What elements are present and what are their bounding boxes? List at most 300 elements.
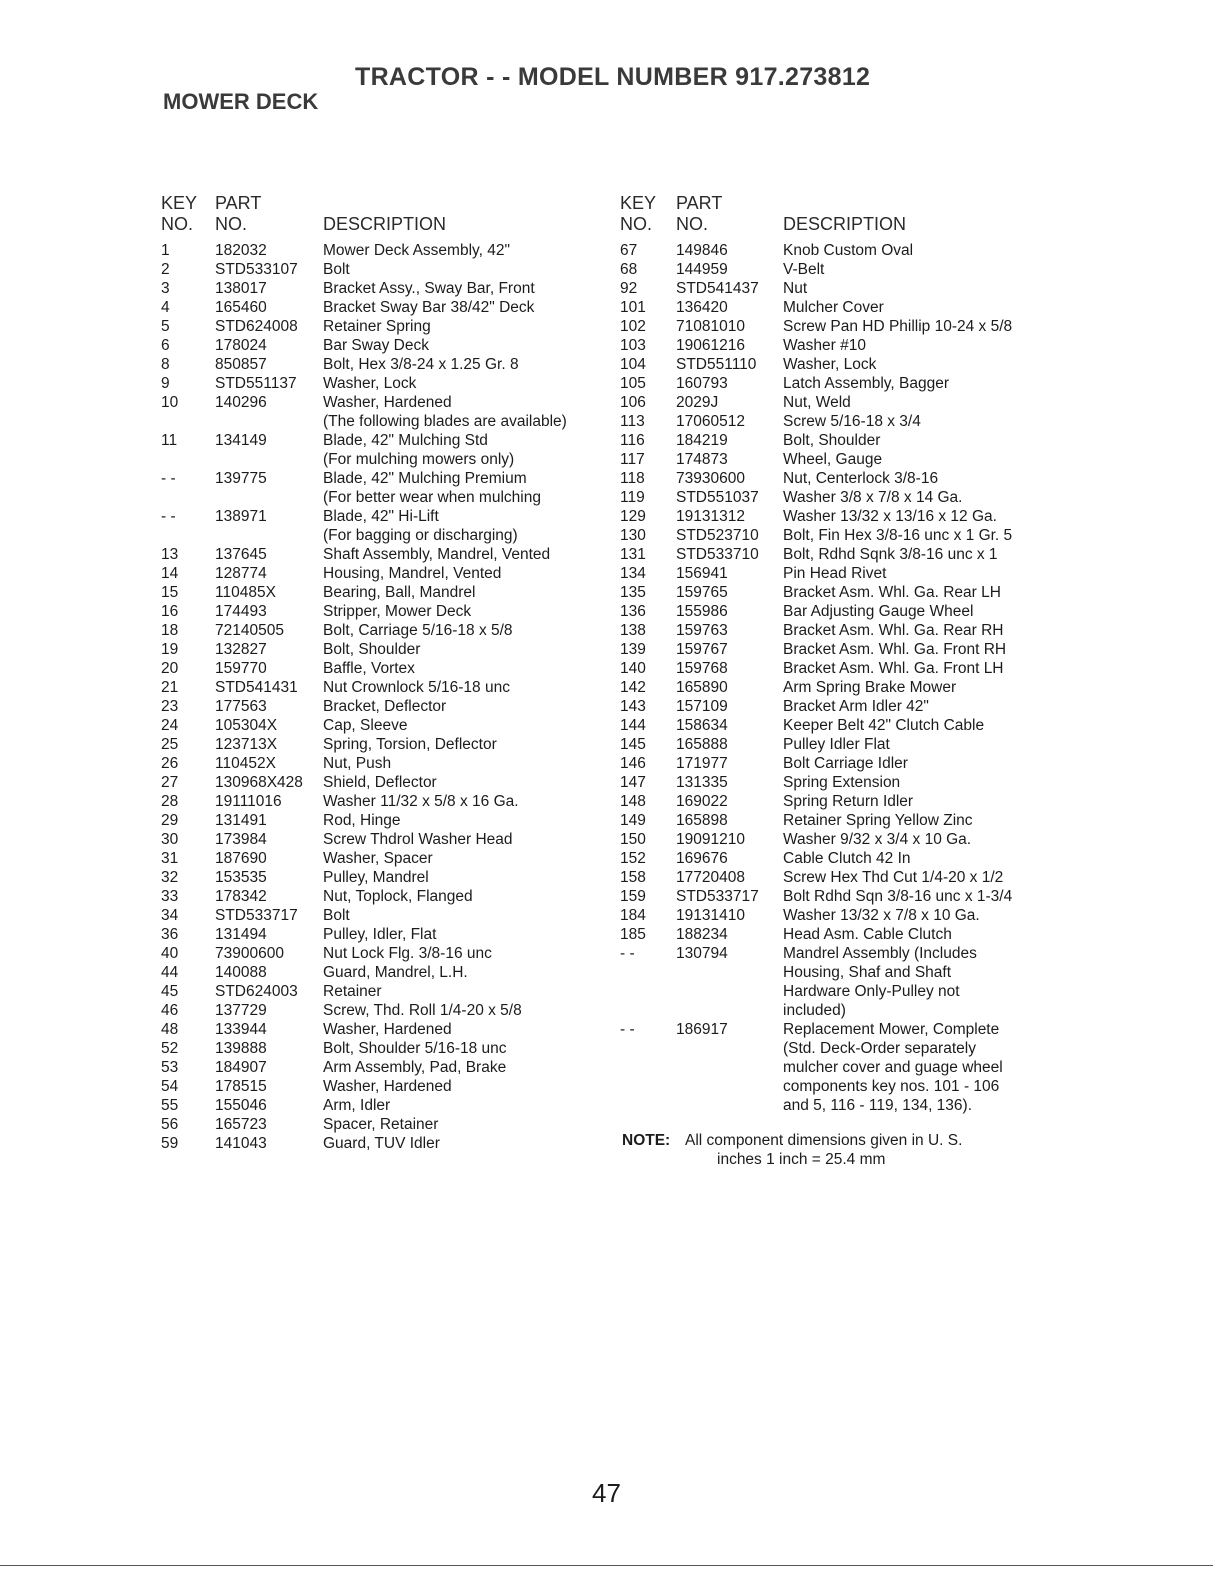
table-row <box>161 526 606 545</box>
part-description: Bar Adjusting Gauge Wheel <box>783 603 974 620</box>
key-number: 159 <box>620 888 646 905</box>
part-number: 17060512 <box>676 413 745 430</box>
key-number: 130 <box>620 527 646 544</box>
key-number: 140 <box>620 660 646 677</box>
part-description: (Std. Deck-Order separately <box>783 1040 976 1057</box>
key-number: 19 <box>161 641 179 658</box>
part-header-line2: NO. <box>676 214 709 234</box>
key-number: 33 <box>161 888 179 905</box>
key-number: 9 <box>161 375 170 392</box>
part-number: 173984 <box>215 831 267 848</box>
key-number: 135 <box>620 584 646 601</box>
key-number: - - <box>161 508 176 525</box>
part-number: 137729 <box>215 1002 267 1019</box>
table-row <box>161 564 606 583</box>
table-row <box>620 830 1060 849</box>
key-header-line2: NO. <box>620 214 653 234</box>
table-row <box>620 1077 1060 1096</box>
part-description: Washer, Lock <box>323 375 417 392</box>
key-number: 1 <box>161 242 170 259</box>
table-row <box>161 602 606 621</box>
part-number: 19131410 <box>676 907 745 924</box>
part-number: STD624003 <box>215 983 298 1000</box>
part-description: Washer, Hardened <box>323 1078 452 1095</box>
part-description: Bolt, Hex 3/8-24 x 1.25 Gr. 8 <box>323 356 519 373</box>
note-line-1: All component dimensions given in U. S. <box>685 1132 963 1149</box>
part-number: 165723 <box>215 1116 267 1133</box>
key-number <box>620 1058 676 1077</box>
key-number: 16 <box>161 603 179 620</box>
table-row <box>161 906 606 925</box>
part-description: Washer, Hardened <box>323 394 452 411</box>
part-number: 178342 <box>215 888 267 905</box>
table-row <box>161 773 606 792</box>
part-description: (For better wear when mulching <box>323 489 541 506</box>
key-number: 46 <box>161 1002 179 1019</box>
part-number: 19061216 <box>676 337 745 354</box>
part-description: Shaft Assembly, Mandrel, Vented <box>323 546 551 563</box>
part-number: 19131312 <box>676 508 745 525</box>
table-row <box>620 621 1060 640</box>
table-row <box>620 1039 1060 1058</box>
part-number: 110452X <box>215 755 276 772</box>
table-row <box>161 488 606 507</box>
part-description: Replacement Mower, Complete <box>783 1021 1000 1038</box>
table-row <box>620 659 1060 678</box>
table-row <box>161 298 606 317</box>
key-number: 6 <box>161 337 170 354</box>
table-row <box>620 849 1060 868</box>
key-number: 116 <box>620 432 645 449</box>
part-description: Bearing, Ball, Mandrel <box>323 584 476 601</box>
key-header-line2: NO. <box>161 214 194 234</box>
key-number: 68 <box>620 261 638 278</box>
part-description: (The following blades are available) <box>323 413 567 430</box>
part-number: 157109 <box>676 698 728 715</box>
part-number: 149846 <box>676 242 728 259</box>
part-number: 72140505 <box>215 622 284 639</box>
table-row <box>620 260 1060 279</box>
part-description: Bolt Carriage Idler <box>783 755 908 772</box>
key-number: 184 <box>620 907 646 924</box>
part-number: 136420 <box>676 299 728 316</box>
key-number: 8 <box>161 356 170 373</box>
table-row <box>620 355 1060 374</box>
table-row <box>161 963 606 982</box>
key-number: 118 <box>620 470 645 487</box>
part-number: 174873 <box>676 451 728 468</box>
key-number: 149 <box>620 812 646 829</box>
part-description: Nut <box>783 280 808 297</box>
part-number: 178515 <box>215 1078 267 1095</box>
table-row <box>620 944 1060 963</box>
part-number: 19091210 <box>676 831 745 848</box>
part-number: 140296 <box>215 394 267 411</box>
part-description: Housing, Mandrel, Vented <box>323 565 502 582</box>
key-number: 152 <box>620 850 646 867</box>
part-number: 160793 <box>676 375 728 392</box>
table-row <box>161 450 606 469</box>
key-number: 3 <box>161 280 170 297</box>
part-number: 165890 <box>676 679 728 696</box>
key-number: 21 <box>161 679 179 696</box>
part-number: 155046 <box>215 1097 267 1114</box>
table-row <box>620 602 1060 621</box>
part-description: Washer, Lock <box>783 356 877 373</box>
part-description: Bolt, Shoulder <box>323 641 421 658</box>
key-number: 134 <box>620 565 646 582</box>
part-description: Washer, Spacer <box>323 850 433 867</box>
part-description: Bracket Asm. Whl. Ga. Front LH <box>783 660 1004 677</box>
table-row <box>161 431 606 450</box>
key-number: 139 <box>620 641 646 658</box>
part-header-line1: PART <box>215 193 262 213</box>
part-description: Screw 5/16-18 x 3/4 <box>783 413 921 430</box>
part-number: 123713X <box>215 736 278 753</box>
table-row <box>620 640 1060 659</box>
table-row <box>620 469 1060 488</box>
part-number: 134149 <box>215 432 267 449</box>
parts-list-left <box>161 241 606 1153</box>
key-number <box>620 1077 676 1096</box>
part-number <box>676 1001 783 1020</box>
part-description: Latch Assembly, Bagger <box>783 375 949 392</box>
table-row <box>620 697 1060 716</box>
part-number <box>676 1077 783 1096</box>
part-number: STD541437 <box>676 280 759 297</box>
table-row <box>161 754 606 773</box>
part-number: STD533717 <box>676 888 759 905</box>
key-number: 52 <box>161 1040 179 1057</box>
key-number: 101 <box>620 299 646 316</box>
key-number: 55 <box>161 1097 179 1114</box>
part-description: Baffle, Vortex <box>323 660 415 677</box>
key-number: 36 <box>161 926 179 943</box>
key-number: 44 <box>161 964 179 981</box>
part-number <box>676 1096 783 1115</box>
key-number: 31 <box>161 850 179 867</box>
part-description: Bracket Sway Bar 38/42" Deck <box>323 299 535 316</box>
part-description: Blade, 42" Hi-Lift <box>323 508 439 525</box>
part-number: 159770 <box>215 660 267 677</box>
column-headers-right <box>620 193 1060 235</box>
part-description: Screw, Thd. Roll 1/4-20 x 5/8 <box>323 1002 522 1019</box>
table-row <box>620 583 1060 602</box>
part-description: Screw Thdrol Washer Head <box>323 831 513 848</box>
table-row <box>161 887 606 906</box>
part-number: 171977 <box>676 755 728 772</box>
part-description: Rod, Hinge <box>323 812 401 829</box>
part-number <box>215 450 323 469</box>
part-number: STD533717 <box>215 907 298 924</box>
part-number: STD624008 <box>215 318 298 335</box>
part-number: STD551110 <box>676 356 757 373</box>
table-row <box>620 716 1060 735</box>
key-number: 23 <box>161 698 179 715</box>
key-number: 147 <box>620 774 646 791</box>
part-description: Mulcher Cover <box>783 299 884 316</box>
part-number <box>676 963 783 982</box>
key-number: 29 <box>161 812 179 829</box>
part-description: included) <box>783 1002 846 1019</box>
part-description: Pulley, Idler, Flat <box>323 926 437 943</box>
part-number: 140088 <box>215 964 267 981</box>
part-number <box>676 982 783 1001</box>
table-row <box>161 355 606 374</box>
part-description: Bolt, Fin Hex 3/8-16 unc x 1 Gr. 5 <box>783 527 1013 544</box>
key-number <box>161 412 215 431</box>
part-description: Cap, Sleeve <box>323 717 408 734</box>
part-description: Bracket Arm Idler 42" <box>783 698 929 715</box>
table-row <box>161 279 606 298</box>
table-row <box>620 1058 1060 1077</box>
part-number: 139775 <box>215 470 267 487</box>
description-header: DESCRIPTION <box>323 214 447 234</box>
key-number: 119 <box>620 489 645 506</box>
table-row <box>161 1077 606 1096</box>
part-number: 132827 <box>215 641 267 658</box>
part-number: STD551037 <box>676 489 759 506</box>
key-number <box>620 963 676 982</box>
key-number <box>620 982 676 1001</box>
table-row <box>161 393 606 412</box>
part-header-line2: NO. <box>215 214 248 234</box>
part-number: 159763 <box>676 622 728 639</box>
page-title: TRACTOR - - MODEL NUMBER 917.273812 <box>355 63 871 91</box>
table-row <box>161 469 606 488</box>
part-number: 153535 <box>215 869 267 886</box>
key-number <box>161 450 215 469</box>
key-number: 45 <box>161 983 179 1000</box>
key-number: 131 <box>620 546 646 563</box>
table-row <box>161 944 606 963</box>
key-header-line1: KEY <box>620 193 657 213</box>
key-number: 67 <box>620 242 638 259</box>
key-number <box>161 488 215 507</box>
part-number: 174493 <box>215 603 267 620</box>
part-number <box>215 488 323 507</box>
part-number: 73930600 <box>676 470 745 487</box>
part-description: Guard, Mandrel, L.H. <box>323 964 468 981</box>
part-description: Bolt, Shoulder <box>783 432 881 449</box>
column-headers-left <box>161 193 606 235</box>
key-number: 143 <box>620 698 646 715</box>
part-description: Shield, Deflector <box>323 774 437 791</box>
table-row <box>161 336 606 355</box>
key-number: 34 <box>161 907 179 924</box>
part-description: Nut, Push <box>323 755 392 772</box>
table-row <box>161 260 606 279</box>
part-number: 19111016 <box>215 793 282 810</box>
part-description: Head Asm. Cable Clutch <box>783 926 952 943</box>
table-row <box>161 697 606 716</box>
key-number <box>161 526 215 545</box>
part-description: Keeper Belt 42" Clutch Cable <box>783 717 985 734</box>
table-row <box>161 317 606 336</box>
key-header-line1: KEY <box>161 193 198 213</box>
table-row <box>161 1096 606 1115</box>
part-description: Washer 3/8 x 7/8 x 14 Ga. <box>783 489 963 506</box>
key-number <box>620 1001 676 1020</box>
key-number: 136 <box>620 603 646 620</box>
parts-table-left <box>161 193 606 1153</box>
table-row <box>620 773 1060 792</box>
table-row <box>620 963 1060 982</box>
part-number: 165888 <box>676 736 728 753</box>
key-number: 18 <box>161 622 179 639</box>
table-row <box>620 488 1060 507</box>
part-number <box>676 1039 783 1058</box>
key-number: 106 <box>620 394 646 411</box>
table-row <box>620 545 1060 564</box>
table-row <box>620 1096 1060 1115</box>
part-description: and 5, 116 - 119, 134, 136). <box>783 1097 973 1114</box>
part-number: STD533107 <box>215 261 298 278</box>
table-row <box>620 925 1060 944</box>
table-row <box>620 317 1060 336</box>
table-row <box>620 906 1060 925</box>
description-header: DESCRIPTION <box>783 214 907 234</box>
key-number: 92 <box>620 280 638 297</box>
part-number: 17720408 <box>676 869 745 886</box>
part-description: Bolt <box>323 261 350 278</box>
part-description: Arm Assembly, Pad, Brake <box>323 1059 507 1076</box>
part-description: Guard, TUV Idler <box>323 1135 440 1152</box>
part-number: 130794 <box>676 945 728 962</box>
part-description: Mandrel Assembly (Includes <box>783 945 977 962</box>
key-number: 30 <box>161 831 179 848</box>
part-number: 2029J <box>676 394 719 411</box>
part-number: 133944 <box>215 1021 267 1038</box>
part-description: Bar Sway Deck <box>323 337 429 354</box>
part-description: Screw Pan HD Phillip 10-24 x 5/8 <box>783 318 1013 335</box>
key-number: 142 <box>620 679 646 696</box>
table-row <box>161 412 606 431</box>
page-number: 47 <box>592 1478 621 1508</box>
table-row <box>620 982 1060 1001</box>
table-row <box>620 1020 1060 1039</box>
key-number: 103 <box>620 337 646 354</box>
part-description: Washer #10 <box>783 337 866 354</box>
key-number <box>620 1039 676 1058</box>
part-description: mulcher cover and guage wheel <box>783 1059 1003 1076</box>
table-row <box>620 735 1060 754</box>
part-description: Housing, Shaf and Shaft <box>783 964 952 981</box>
table-row <box>161 374 606 393</box>
part-description: Stripper, Mower Deck <box>323 603 472 620</box>
part-description: Retainer Spring Yellow Zinc <box>783 812 973 829</box>
part-description: Hardware Only-Pulley not <box>783 983 960 1000</box>
part-number: 177563 <box>215 698 267 715</box>
part-number: 131491 <box>215 812 267 829</box>
part-description: Mower Deck Assembly, 42" <box>323 242 510 259</box>
dimension-note <box>622 1131 962 1169</box>
part-description: Blade, 42" Mulching Std <box>323 432 488 449</box>
part-number: 131494 <box>215 926 267 943</box>
key-number: 129 <box>620 508 646 525</box>
table-row <box>620 678 1060 697</box>
part-description: Washer, Hardened <box>323 1021 452 1038</box>
table-row <box>620 1001 1060 1020</box>
key-number: 13 <box>161 546 179 563</box>
key-number: 14 <box>161 565 179 582</box>
part-number <box>676 1058 783 1077</box>
part-description: Retainer Spring <box>323 318 431 335</box>
table-row <box>161 678 606 697</box>
part-number: 156941 <box>676 565 728 582</box>
part-number: 155986 <box>676 603 728 620</box>
part-description: Washer 13/32 x 7/8 x 10 Ga. <box>783 907 980 924</box>
part-description: Cable Clutch 42 In <box>783 850 911 867</box>
part-description: Bolt Rdhd Sqn 3/8-16 unc x 1-3/4 <box>783 888 1013 905</box>
part-number: STD541431 <box>215 679 298 696</box>
part-description: Spring, Torsion, Deflector <box>323 736 497 753</box>
table-row <box>161 640 606 659</box>
part-description: Spring Return Idler <box>783 793 914 810</box>
part-description: Bolt <box>323 907 350 924</box>
part-number: 178024 <box>215 337 267 354</box>
part-number: 138017 <box>215 280 267 297</box>
key-number: 5 <box>161 318 170 335</box>
table-row <box>620 279 1060 298</box>
key-number: 146 <box>620 755 646 772</box>
table-row <box>620 526 1060 545</box>
part-number: 186917 <box>676 1021 728 1038</box>
part-number: 128774 <box>215 565 267 582</box>
key-number: 28 <box>161 793 179 810</box>
parts-list-right <box>620 241 1060 1115</box>
table-row <box>161 1001 606 1020</box>
table-row <box>161 868 606 887</box>
part-number: 138971 <box>215 508 267 525</box>
key-number: 102 <box>620 318 646 335</box>
key-number: - - <box>161 470 176 487</box>
table-row <box>620 298 1060 317</box>
key-number: 54 <box>161 1078 179 1095</box>
part-description: V-Belt <box>783 261 825 278</box>
part-number: 159767 <box>676 641 728 658</box>
part-description: Nut, Weld <box>783 394 851 411</box>
key-number: 48 <box>161 1021 179 1038</box>
table-row <box>161 507 606 526</box>
table-row <box>620 564 1060 583</box>
table-row <box>161 241 606 260</box>
key-number: 25 <box>161 736 179 753</box>
key-number: 145 <box>620 736 646 753</box>
table-row <box>161 849 606 868</box>
part-number: 169022 <box>676 793 728 810</box>
section-title: MOWER DECK <box>163 89 319 114</box>
key-number: 10 <box>161 394 179 411</box>
part-description: components key nos. 101 - 106 <box>783 1078 1000 1095</box>
table-row <box>620 868 1060 887</box>
part-description: Nut Crownlock 5/16-18 unc <box>323 679 510 696</box>
part-description: Screw Hex Thd Cut 1/4-20 x 1/2 <box>783 869 1004 886</box>
table-row <box>161 792 606 811</box>
key-number: - - <box>620 1021 635 1038</box>
part-description: Bracket Asm. Whl. Ga. Rear LH <box>783 584 1001 601</box>
part-description: Bracket, Deflector <box>323 698 447 715</box>
key-number: 59 <box>161 1135 179 1152</box>
part-description: Nut Lock Flg. 3/8-16 unc <box>323 945 492 962</box>
table-row <box>161 1134 606 1153</box>
key-number: 185 <box>620 926 646 943</box>
table-row <box>161 1115 606 1134</box>
part-number: STD533710 <box>676 546 759 563</box>
part-number: 71081010 <box>676 318 745 335</box>
table-row <box>620 450 1060 469</box>
key-number: 144 <box>620 717 646 734</box>
